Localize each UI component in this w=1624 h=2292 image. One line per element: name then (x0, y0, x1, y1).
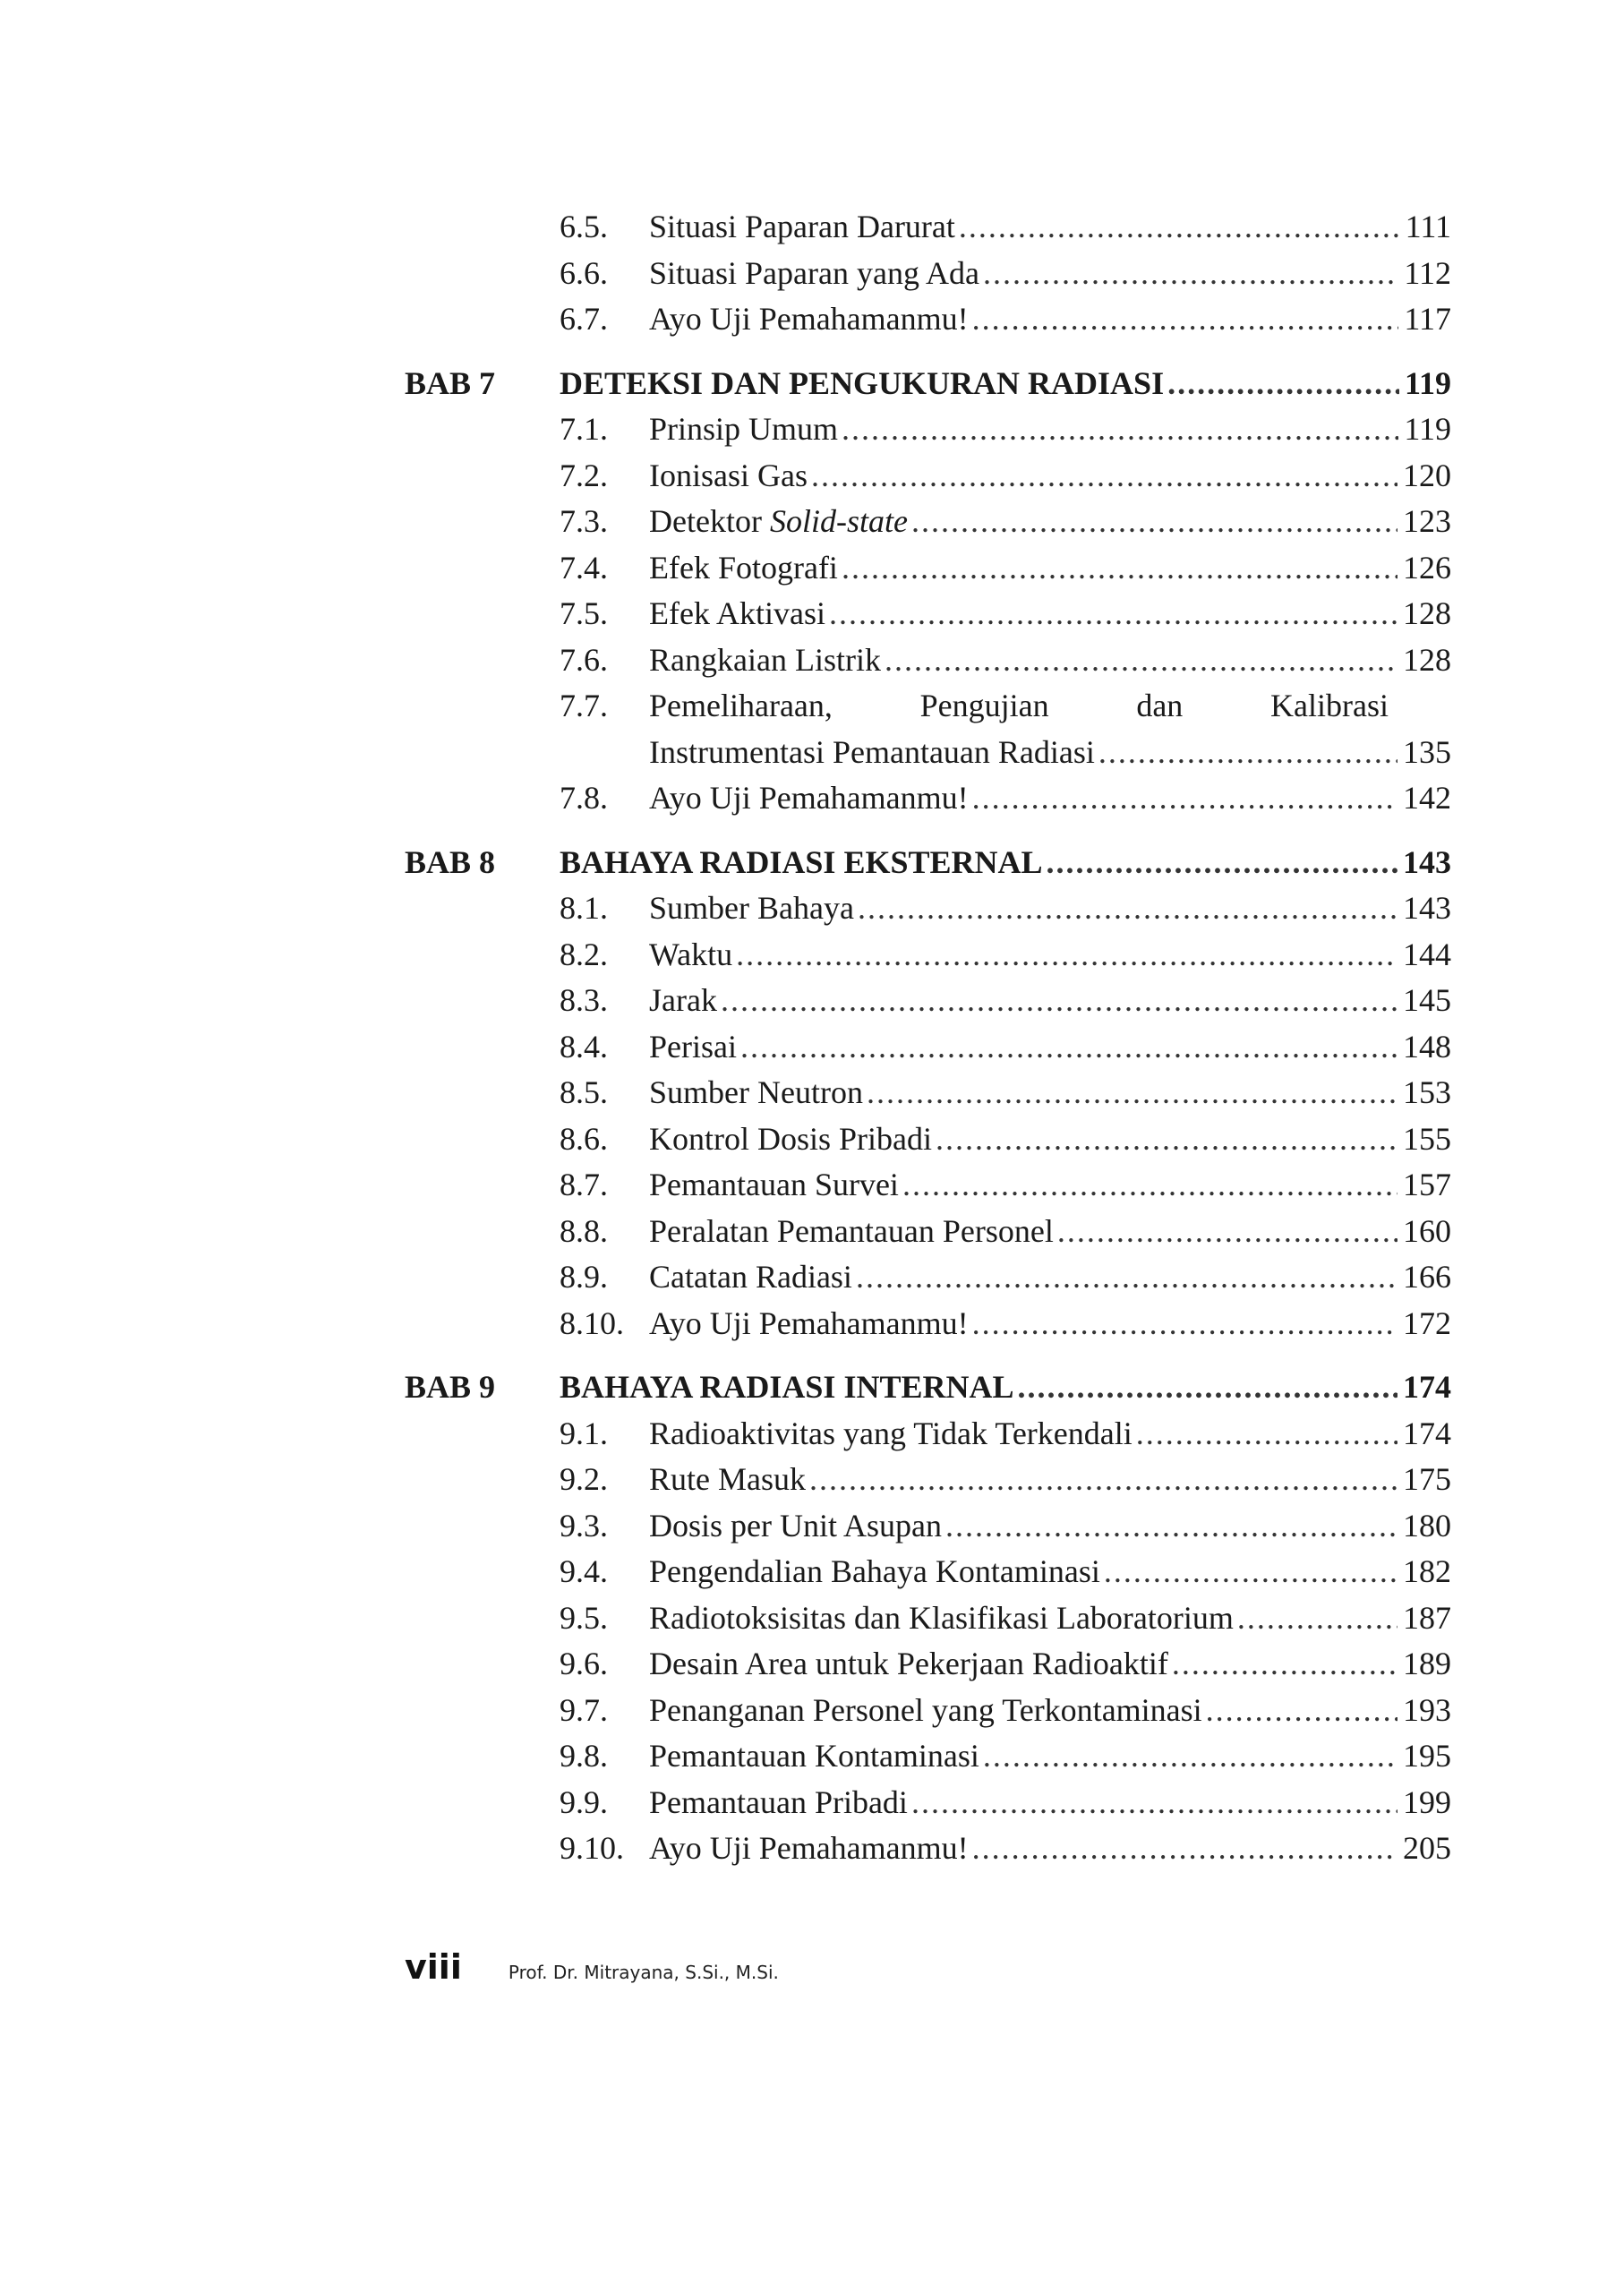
toc-entry[interactable] (405, 1457, 1452, 1503)
section-number: 7.2. (560, 457, 608, 493)
page-number: 187 (1403, 1599, 1451, 1636)
leader-dots (829, 591, 1397, 637)
leader-dots (1136, 1411, 1397, 1458)
toc-entry[interactable] (405, 1733, 1452, 1780)
section-number: 7.7. (560, 688, 608, 723)
leader-dots (1206, 1688, 1397, 1734)
toc-entry[interactable] (405, 885, 1452, 932)
chapter-label: BAB 8 (405, 843, 496, 880)
toc-entry[interactable] (405, 1503, 1452, 1550)
toc-entry[interactable] (405, 1301, 1452, 1347)
page-number: 128 (1403, 595, 1451, 631)
table-of-contents (405, 204, 1452, 1872)
section-title: Desain Area untuk Pekerjaan Radioaktif (649, 1646, 1168, 1681)
section-title: Jarak (649, 982, 717, 1018)
section-number: 7.4. (560, 549, 608, 586)
title-word: Kalibrasi (1270, 688, 1389, 723)
chapter-label: BAB 7 (405, 364, 496, 401)
running-footer-author: Prof. Dr. Mitrayana, S.Si., M.Si. (508, 1962, 779, 1983)
page-number: 144 (1403, 936, 1451, 972)
section-number: 8.6. (560, 1120, 608, 1157)
section-number: 9.1. (560, 1415, 608, 1451)
section-number: 7.1. (560, 411, 608, 447)
chapter-title: DETEKSI DAN PENGUKURAN RADIASI (560, 364, 1165, 401)
page-footer (405, 1947, 779, 1987)
leader-dots (1172, 1641, 1397, 1688)
leader-dots (1047, 840, 1397, 886)
page-number: 157 (1403, 1167, 1451, 1202)
page-number: 126 (1403, 549, 1451, 586)
toc-chapter-8[interactable] (405, 840, 1452, 886)
section-title: Radioaktivitas yang Tidak Terkendali (649, 1415, 1133, 1451)
section-number: 8.4. (560, 1028, 608, 1065)
section-title: Instrumentasi Pemantauan Radiasi (649, 733, 1095, 770)
leader-dots (867, 1070, 1397, 1116)
page-number: 166 (1403, 1259, 1451, 1295)
page-number: 193 (1403, 1691, 1451, 1728)
leader-dots (983, 1733, 1397, 1780)
leader-dots (902, 1162, 1397, 1209)
leader-dots (842, 545, 1397, 592)
section-number: 7.8. (560, 780, 608, 816)
page-number: 153 (1403, 1074, 1451, 1110)
toc-chapter-7[interactable] (405, 361, 1452, 407)
section-number: 9.2. (560, 1461, 608, 1497)
section-title: Penanganan Personel yang Terkontaminasi (649, 1691, 1202, 1728)
section-title-italic: Solid-state (769, 503, 908, 539)
toc-entry[interactable] (405, 251, 1452, 297)
page-number: 111 (1405, 209, 1451, 244)
chapter-title: BAHAYA RADIASI INTERNAL (560, 1369, 1014, 1405)
toc-entry[interactable] (405, 1070, 1452, 1116)
section-number: 9.4. (560, 1553, 608, 1589)
title-word: dan (1136, 688, 1184, 723)
section-number: 8.2. (560, 936, 608, 972)
leader-dots (721, 978, 1397, 1024)
section-title: Pemantauan Kontaminasi (649, 1738, 979, 1774)
leader-dots (972, 1301, 1397, 1347)
leader-dots (972, 296, 1399, 343)
toc-entry[interactable] (405, 637, 1452, 684)
toc-entry[interactable] (405, 296, 1452, 343)
leader-dots (1237, 1595, 1397, 1642)
page-number: 143 (1403, 890, 1451, 926)
page-number: 199 (1403, 1783, 1451, 1820)
leader-dots (1017, 1364, 1397, 1411)
toc-entry[interactable] (405, 683, 1452, 730)
leader-dots (856, 1254, 1397, 1301)
section-title: Ayo Uji Pemahamanmu! (649, 1830, 969, 1866)
page-number: 182 (1403, 1553, 1451, 1589)
page-number: 205 (1403, 1830, 1451, 1866)
toc-entry[interactable] (405, 499, 1452, 545)
section-number: 8.10. (560, 1304, 624, 1341)
section-title: Ayo Uji Pemahamanmu! (649, 780, 969, 816)
toc-entry[interactable] (405, 1116, 1452, 1163)
toc-entry[interactable] (405, 406, 1452, 453)
leader-dots (1057, 1209, 1397, 1255)
section-title: Rute Masuk (649, 1461, 806, 1497)
page-number: 143 (1403, 843, 1451, 880)
section-title: Perisai (649, 1028, 737, 1065)
section-title-line1 (649, 683, 1389, 730)
section-title: Ayo Uji Pemahamanmu! (649, 301, 969, 337)
section-number: 8.3. (560, 982, 608, 1018)
section-title: Sumber Bahaya (649, 890, 854, 926)
page-number: 180 (1403, 1507, 1451, 1544)
chapter-title: BAHAYA RADIASI EKSTERNAL (560, 843, 1043, 880)
page-number: 148 (1403, 1028, 1451, 1065)
leader-dots (972, 775, 1397, 822)
page-number: 175 (1403, 1461, 1451, 1497)
page-number: 160 (1403, 1212, 1451, 1249)
chapter-label: BAB 9 (405, 1369, 496, 1405)
leader-dots (911, 1780, 1397, 1826)
page-number: 172 (1403, 1304, 1451, 1341)
leader-dots (809, 1457, 1397, 1503)
section-title: Efek Fotografi (649, 549, 838, 586)
toc-entry[interactable] (405, 1549, 1452, 1595)
section-number: 6.6. (560, 254, 608, 291)
page-number: 120 (1403, 457, 1451, 493)
page-number: 119 (1404, 364, 1451, 401)
page-number: 174 (1403, 1369, 1451, 1405)
toc-entry[interactable] (405, 1209, 1452, 1255)
page-number: 135 (1403, 733, 1451, 770)
leader-dots (936, 1116, 1397, 1163)
toc-entry[interactable] (405, 1826, 1452, 1872)
section-title: Situasi Paparan Darurat (649, 209, 955, 244)
section-title: Waktu (649, 936, 733, 972)
toc-entry[interactable] (405, 1411, 1452, 1458)
toc-entry[interactable] (405, 591, 1452, 637)
page-number: 112 (1404, 254, 1451, 291)
section-number: 6.7. (560, 301, 608, 337)
section-title: Situasi Paparan yang Ada (649, 254, 979, 291)
leader-dots (740, 1024, 1397, 1071)
section-number: 9.3. (560, 1507, 608, 1544)
leader-dots (911, 499, 1397, 545)
page-number: 128 (1403, 641, 1451, 678)
section-title: Sumber Neutron (649, 1074, 863, 1110)
section-number: 7.3. (560, 503, 608, 539)
section-number: 9.6. (560, 1646, 608, 1681)
page-number: 123 (1403, 503, 1451, 539)
section-number: 9.5. (560, 1599, 608, 1636)
toc-entry[interactable] (405, 1162, 1452, 1209)
section-title: Ayo Uji Pemahamanmu! (649, 1304, 969, 1341)
section-title: Rangkaian Listrik (649, 641, 881, 678)
toc-entry[interactable] (405, 932, 1452, 979)
section-number: 7.5. (560, 595, 608, 631)
leader-dots (972, 1826, 1397, 1872)
page-number: 142 (1403, 780, 1451, 816)
section-title: Radiotoksisitas dan Klasifikasi Laboratorium (649, 1599, 1234, 1636)
section-number: 9.10. (560, 1830, 624, 1866)
toc-entry[interactable] (405, 204, 1452, 251)
page-number: 195 (1403, 1738, 1451, 1774)
section-number: 9.7. (560, 1691, 608, 1728)
leader-dots (858, 885, 1397, 932)
toc-entry[interactable] (405, 1688, 1452, 1734)
page-number: 145 (1403, 982, 1451, 1018)
leader-dots (1098, 730, 1397, 776)
section-title: Kontrol Dosis Pribadi (649, 1120, 933, 1157)
toc-entry-continuation[interactable] (405, 730, 1452, 776)
toc-entry[interactable] (405, 1595, 1452, 1642)
title-word: Pemeliharaan, (649, 688, 833, 723)
section-title: Catatan Radiasi (649, 1259, 852, 1295)
leader-dots (959, 204, 1400, 251)
section-number: 9.9. (560, 1783, 608, 1820)
section-number: 8.5. (560, 1074, 608, 1110)
page-number: 117 (1404, 301, 1451, 337)
page-number: 174 (1403, 1415, 1451, 1451)
toc-entry[interactable] (405, 775, 1452, 822)
leader-dots (945, 1503, 1397, 1550)
leader-dots (885, 637, 1397, 684)
section-number: 6.5. (560, 209, 608, 244)
leader-dots (1167, 361, 1399, 407)
page-number: 155 (1403, 1120, 1451, 1157)
toc-entry[interactable] (405, 545, 1452, 592)
toc-entry[interactable] (405, 978, 1452, 1024)
section-number: 8.1. (560, 890, 608, 926)
toc-entry[interactable] (405, 1024, 1452, 1071)
section-title: Peralatan Pemantauan Personel (649, 1212, 1054, 1249)
section-title: Ionisasi Gas (649, 457, 808, 493)
section-number: 8.7. (560, 1167, 608, 1202)
section-title: Dosis per Unit Asupan (649, 1507, 942, 1544)
section-title: Prinsip Umum (649, 411, 839, 447)
section-title: Pemantauan Pribadi (649, 1783, 908, 1820)
section-title-plain: Detektor (649, 503, 770, 539)
toc-entry[interactable] (405, 1641, 1452, 1688)
leader-dots (1104, 1549, 1397, 1595)
toc-entry[interactable] (405, 1780, 1452, 1826)
toc-chapter-9[interactable] (405, 1364, 1452, 1411)
folio-page-number: viii (405, 1947, 462, 1987)
leader-dots (983, 251, 1398, 297)
leader-dots (811, 453, 1397, 500)
leader-dots (842, 406, 1398, 453)
title-word: Pengujian (919, 688, 1049, 723)
section-number: 8.8. (560, 1212, 608, 1249)
page-number: 189 (1403, 1646, 1451, 1681)
section-title: Efek Aktivasi (649, 595, 825, 631)
section-number: 7.6. (560, 641, 608, 678)
leader-dots (736, 932, 1397, 979)
page-number: 119 (1404, 411, 1451, 447)
section-title: Pemantauan Survei (649, 1167, 899, 1202)
section-title: Pengendalian Bahaya Kontaminasi (649, 1553, 1100, 1589)
section-number: 8.9. (560, 1259, 608, 1295)
section-title (649, 499, 908, 545)
section-number: 9.8. (560, 1738, 608, 1774)
toc-entry[interactable] (405, 453, 1452, 500)
toc-entry[interactable] (405, 1254, 1452, 1301)
